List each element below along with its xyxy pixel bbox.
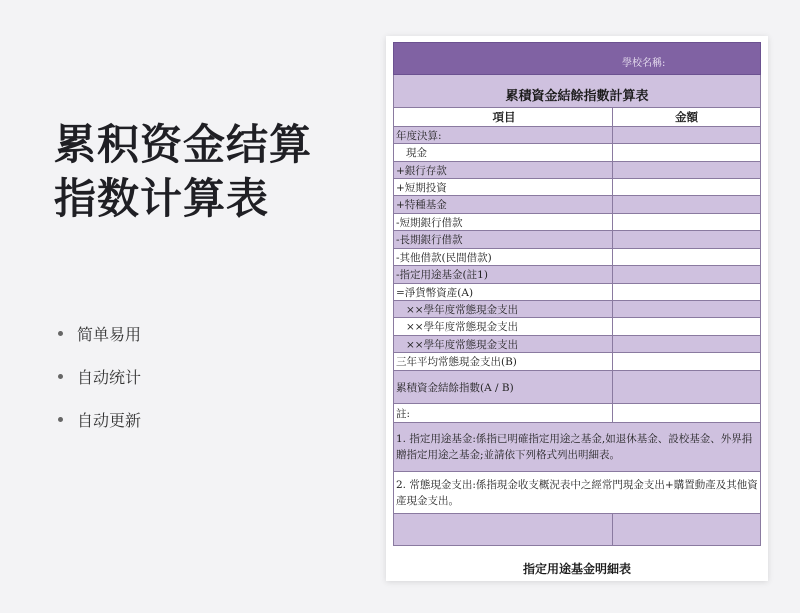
amount-cell[interactable]	[613, 301, 760, 317]
bullet-icon	[58, 417, 63, 422]
table-row	[393, 144, 761, 162]
blank-row	[393, 514, 761, 546]
row-label: +特種基金	[394, 196, 613, 213]
amount-cell[interactable]	[613, 336, 760, 352]
table-row	[393, 266, 761, 284]
row-label: +短期投資	[394, 179, 613, 195]
spreadsheet-grid	[393, 42, 761, 546]
table-row	[393, 231, 761, 249]
row-label: +銀行存款	[394, 162, 613, 178]
row-label: -長期銀行借款	[394, 231, 613, 248]
bullet-icon	[58, 374, 63, 379]
amount-cell[interactable]	[613, 214, 760, 230]
school-name-bar	[393, 42, 761, 75]
note-text: 1. 指定用途基金:係指已明確指定用途之基金,如退休基金、設校基金、外界捐贈指定用途之基金;並請依下列格式列出明細表。	[396, 433, 753, 461]
table-header-row	[393, 108, 761, 127]
table-row	[393, 196, 761, 214]
amount-cell[interactable]	[613, 144, 760, 161]
amount-cell[interactable]	[613, 162, 760, 178]
spreadsheet-preview	[386, 36, 768, 581]
sheet-title: 累積資金結餘指數計算表	[393, 75, 761, 108]
feature-label: 自动统计	[77, 368, 142, 387]
index-label: 累積資金結餘指數(A / B)	[394, 371, 613, 403]
feature-label: 自动更新	[77, 411, 142, 430]
row-label: ××學年度常態現金支出	[394, 301, 613, 317]
feature-label: 简单易用	[77, 325, 142, 344]
table-row	[393, 336, 761, 353]
table-row	[393, 353, 761, 371]
table-row	[393, 301, 761, 318]
note-regular-expense	[393, 472, 761, 514]
table-row	[393, 162, 761, 179]
school-name-label: 學校名稱:	[622, 58, 666, 69]
feature-item	[58, 398, 141, 441]
index-value-cell[interactable]	[613, 371, 760, 403]
row-label: =淨貨幣資產(A)	[394, 284, 613, 300]
column-header-amount: 金額	[675, 110, 698, 124]
row-label: 現金	[394, 144, 613, 161]
amount-cell[interactable]	[613, 179, 760, 195]
note-text: 2. 常態現金支出:係指現金收支概況表中之經常門現金支出+購置動產及其他資產現金支出。	[396, 478, 758, 507]
note-label: 註:	[394, 404, 613, 422]
table-row	[393, 249, 761, 266]
amount-cell[interactable]	[613, 196, 760, 213]
row-label: -其他借款(民間借款)	[394, 249, 613, 265]
table-row	[393, 214, 761, 231]
row-label: -短期銀行借款	[394, 214, 613, 230]
index-row	[393, 371, 761, 404]
row-label: -指定用途基金(註1)	[394, 266, 613, 283]
note-designated-fund	[393, 423, 761, 472]
row-label: 年度決算:	[394, 127, 613, 143]
column-header-item: 項目	[394, 108, 613, 126]
table-row	[393, 179, 761, 196]
amount-cell[interactable]	[613, 266, 760, 283]
table-row	[393, 318, 761, 336]
poster-headline: 累积资金结算指数计算表	[54, 120, 313, 223]
note-label-row	[393, 404, 761, 423]
row-label: ××學年度常態現金支出	[394, 336, 613, 352]
feature-list	[58, 312, 141, 441]
amount-cell[interactable]	[613, 127, 760, 143]
amount-cell[interactable]	[613, 231, 760, 248]
feature-item	[58, 355, 141, 398]
amount-cell[interactable]	[613, 284, 760, 300]
row-label: ××學年度常態現金支出	[394, 318, 613, 335]
row-label: 三年平均常態現金支出(B)	[394, 353, 613, 370]
bullet-icon	[58, 331, 63, 336]
table-row	[393, 127, 761, 144]
table-row	[393, 284, 761, 301]
amount-cell[interactable]	[613, 353, 760, 370]
feature-item	[58, 312, 141, 355]
sheet-subtitle: 指定用途基金明細表	[522, 562, 631, 576]
amount-cell[interactable]	[613, 249, 760, 265]
amount-cell[interactable]	[613, 318, 760, 335]
